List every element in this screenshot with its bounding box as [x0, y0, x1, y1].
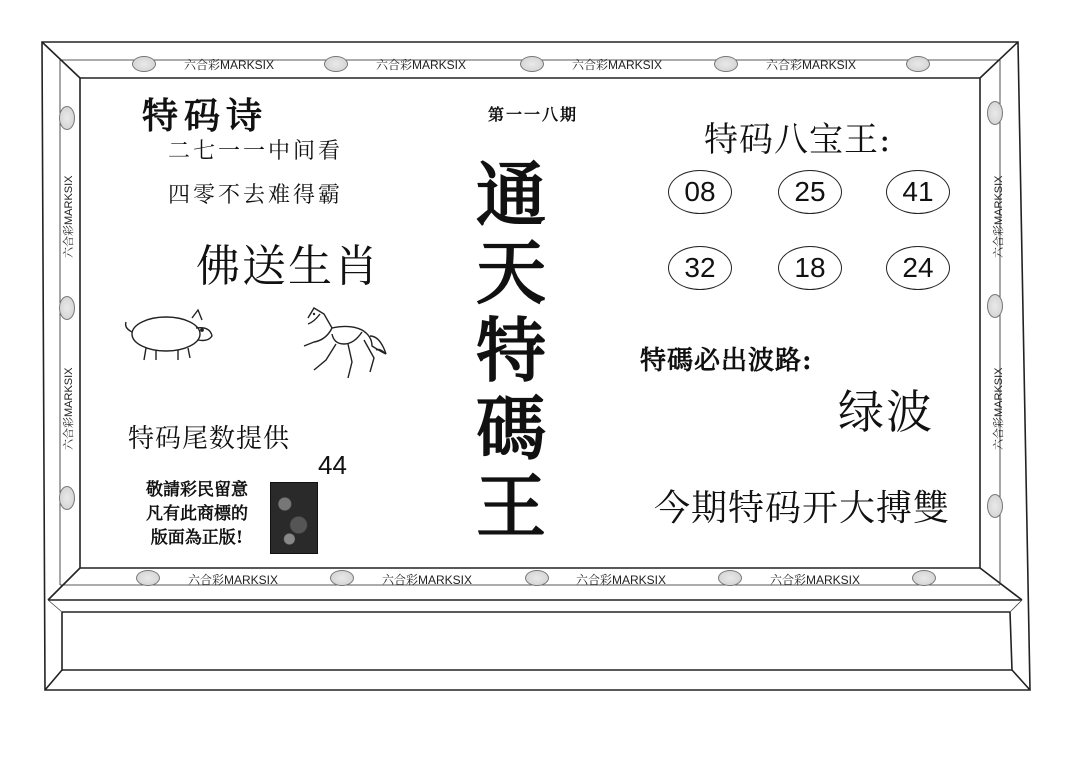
center-title-char: 特 — [476, 309, 546, 392]
watermark-top: 六合彩MARKSIX — [376, 58, 467, 72]
watermark-bottom: 六合彩MARKSIX — [188, 573, 279, 587]
notice-line-3: 版面為正版! — [150, 528, 244, 548]
watermark-left: 六合彩MARKSIX — [63, 367, 75, 450]
frame-oval-icon — [132, 56, 156, 72]
notice-line-2: 凡有此商標的 — [146, 504, 248, 524]
watermark-bottom: 六合彩MARKSIX — [770, 573, 861, 587]
watermark-top: 六合彩MARKSIX — [766, 58, 857, 72]
zodiac-call: 佛送生肖 — [196, 241, 380, 292]
horse-icon — [290, 304, 390, 384]
center-title-char: 通 — [476, 153, 546, 236]
watermark-right: 六合彩MARKSIX — [993, 175, 1005, 258]
frame-oval-icon — [324, 56, 348, 72]
center-title-char: 王 — [476, 465, 546, 548]
center-title-char: 天 — [476, 231, 546, 314]
number-ball: 08 — [668, 170, 732, 214]
frame-oval-icon — [136, 570, 160, 586]
number-ball: 41 — [886, 170, 950, 214]
watermark-left: 六合彩MARKSIX — [63, 175, 75, 258]
logo-stamp-icon — [270, 482, 318, 554]
watermark-right: 六合彩MARKSIX — [993, 367, 1005, 450]
tail-number: 44 — [318, 450, 347, 480]
number-ball: 32 — [668, 246, 732, 290]
pig-icon — [122, 306, 218, 362]
poem-line-2: 四零不去难得霸 — [168, 183, 344, 208]
poem-line-1: 二七一一中间看 — [168, 139, 344, 164]
watermark-bottom: 六合彩MARKSIX — [382, 573, 473, 587]
frame-oval-icon — [987, 101, 1003, 125]
frame-oval-icon — [59, 106, 75, 130]
frame-oval-icon — [987, 494, 1003, 518]
watermark-top: 六合彩MARKSIX — [572, 58, 663, 72]
frame-oval-icon — [520, 56, 544, 72]
issue-number: 第一一八期 — [488, 105, 579, 124]
wave-value: 绿波 — [838, 385, 934, 439]
number-ball: 18 — [778, 246, 842, 290]
pick-text: 今期特码开大搏雙 — [654, 488, 951, 529]
number-ball: 25 — [778, 170, 842, 214]
watermark-bottom: 六合彩MARKSIX — [576, 573, 667, 587]
wave-label: 特碼必出波路: — [640, 346, 813, 376]
watermark-top: 六合彩MARKSIX — [184, 58, 275, 72]
tail-label: 特码尾数提供 — [128, 424, 291, 454]
frame-oval-icon — [912, 570, 936, 586]
number-ball: 24 — [886, 246, 950, 290]
frame-oval-icon — [987, 294, 1003, 318]
center-title — [466, 153, 556, 550]
poem-title: 特码诗 — [142, 95, 269, 137]
frame-oval-icon — [906, 56, 930, 72]
center-title-char: 碼 — [476, 387, 546, 470]
frame-oval-icon — [59, 486, 75, 510]
frame-oval-icon — [525, 570, 549, 586]
notice — [132, 478, 262, 550]
frame-oval-icon — [59, 296, 75, 320]
frame-oval-icon — [714, 56, 738, 72]
eight-kings-title: 特码八宝王: — [704, 120, 892, 160]
notice-line-1: 敬請彩民留意 — [146, 480, 248, 500]
frame-oval-icon — [718, 570, 742, 586]
frame-oval-icon — [330, 570, 354, 586]
